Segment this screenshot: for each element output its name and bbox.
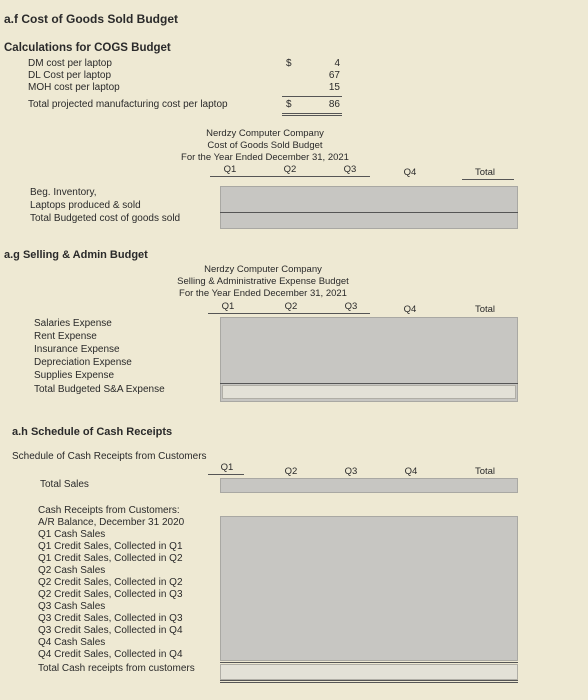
cogs-calc-title: Calculations for COGS Budget: [4, 42, 171, 54]
cash-row-ar-balance: A/R Balance, December 31 2020: [38, 517, 185, 528]
sa-row-salaries: Salaries Expense: [34, 318, 112, 329]
calc-subtotal-line: [282, 96, 342, 97]
cogs-input-grid[interactable]: [220, 186, 518, 229]
cogs-total-line: [220, 212, 518, 213]
sa-col-q1: Q1: [221, 301, 235, 312]
cash-total-sales-row[interactable]: [220, 478, 518, 493]
calc-total-double-line: [282, 113, 342, 116]
cash-section-title: a.h Schedule of Cash Receipts: [12, 426, 173, 438]
cash-col-total: Total: [474, 466, 496, 477]
dl-cost-label: DL Cost per laptop: [28, 70, 112, 81]
cash-total-sales-label: Total Sales: [40, 479, 89, 490]
cogs-total-header-underline: [462, 179, 514, 180]
cash-row-q2-credit-q2: Q2 Credit Sales, Collected in Q2: [38, 577, 183, 588]
sa-report-name: Selling & Administrative Expense Budget: [177, 276, 349, 287]
sa-col-q2: Q2: [284, 301, 298, 312]
cogs-col-q4: Q4: [403, 167, 417, 178]
sa-header-underline: [208, 313, 370, 314]
sa-col-total: Total: [474, 304, 496, 315]
cogs-col-q3: Q3: [343, 164, 357, 175]
sa-row-rent: Rent Expense: [34, 331, 97, 342]
cash-row-q3-cash: Q3 Cash Sales: [38, 601, 106, 612]
sa-total-line: [220, 383, 518, 384]
sa-row-supplies: Supplies Expense: [34, 370, 115, 381]
dl-cost-value: 67: [328, 70, 340, 81]
cash-row-q4-credit-q4: Q4 Credit Sales, Collected in Q4: [38, 649, 183, 660]
cash-col-q1: Q1: [220, 462, 234, 473]
total-mfg-cost-currency: $: [286, 99, 292, 110]
cash-total-cell[interactable]: [220, 664, 518, 680]
dm-cost-currency: $: [286, 58, 292, 69]
cogs-company-name: Nerdzy Computer Company: [206, 128, 324, 139]
cogs-row-produced-sold: Laptops produced & sold: [30, 200, 141, 211]
sa-row-depreciation: Depreciation Expense: [34, 357, 132, 368]
cash-col-q4: Q4: [404, 466, 418, 477]
cogs-report-name: Cost of Goods Sold Budget: [207, 140, 323, 151]
sa-company-name: Nerdzy Computer Company: [204, 264, 322, 275]
total-mfg-cost-label: Total projected manufacturing cost per laptop: [28, 99, 228, 110]
cash-input-grid[interactable]: [220, 516, 518, 661]
cash-col-q2: Q2: [284, 466, 298, 477]
cash-row-q3-credit-q4: Q3 Credit Sales, Collected in Q4: [38, 625, 183, 636]
cash-schedule-subtitle: Schedule of Cash Receipts from Customers: [12, 451, 207, 462]
sa-col-q3: Q3: [344, 301, 358, 312]
cogs-header-underline: [210, 176, 370, 177]
sa-col-q4: Q4: [403, 304, 417, 315]
cogs-col-total: Total: [474, 167, 496, 178]
dm-cost-value: 4: [334, 58, 340, 69]
sa-period: For the Year Ended December 31, 2021: [179, 288, 347, 299]
dm-cost-label: DM cost per laptop: [28, 58, 112, 69]
cash-col-q3: Q3: [344, 466, 358, 477]
sa-row-insurance: Insurance Expense: [34, 344, 120, 355]
cash-row-q1-cash: Q1 Cash Sales: [38, 529, 106, 540]
cash-total-line: [220, 662, 518, 663]
cash-row-q1-credit-q2: Q1 Credit Sales, Collected in Q2: [38, 553, 183, 564]
sa-section-title: a.g Selling & Admin Budget: [4, 249, 148, 261]
cash-row-q3-credit-q3: Q3 Credit Sales, Collected in Q3: [38, 613, 183, 624]
cogs-section-title: a.f Cost of Goods Sold Budget: [4, 12, 178, 26]
cash-row-total: Total Cash receipts from customers: [38, 663, 195, 674]
cogs-period: For the Year Ended December 31, 2021: [181, 152, 349, 163]
cash-row-q2-cash: Q2 Cash Sales: [38, 565, 106, 576]
cogs-col-q2: Q2: [283, 164, 297, 175]
cash-row-q1-credit-q1: Q1 Credit Sales, Collected in Q1: [38, 541, 183, 552]
cogs-row-beg-inventory: Beg. Inventory,: [30, 187, 97, 198]
cogs-row-total: Total Budgeted cost of goods sold: [30, 213, 181, 224]
cash-q1-header-underline: [208, 474, 244, 475]
sa-row-total: Total Budgeted S&A Expense: [34, 384, 165, 395]
total-mfg-cost-value: 86: [328, 99, 340, 110]
cash-row-header: Cash Receipts from Customers:: [38, 505, 180, 516]
moh-cost-value: 15: [328, 82, 340, 93]
cash-row-q2-credit-q3: Q2 Credit Sales, Collected in Q3: [38, 589, 183, 600]
cogs-col-q1: Q1: [223, 164, 237, 175]
cash-row-q4-cash: Q4 Cash Sales: [38, 637, 106, 648]
sa-total-cell[interactable]: [222, 385, 516, 399]
moh-cost-label: MOH cost per laptop: [28, 82, 120, 93]
cash-total-double-line: [220, 680, 518, 683]
